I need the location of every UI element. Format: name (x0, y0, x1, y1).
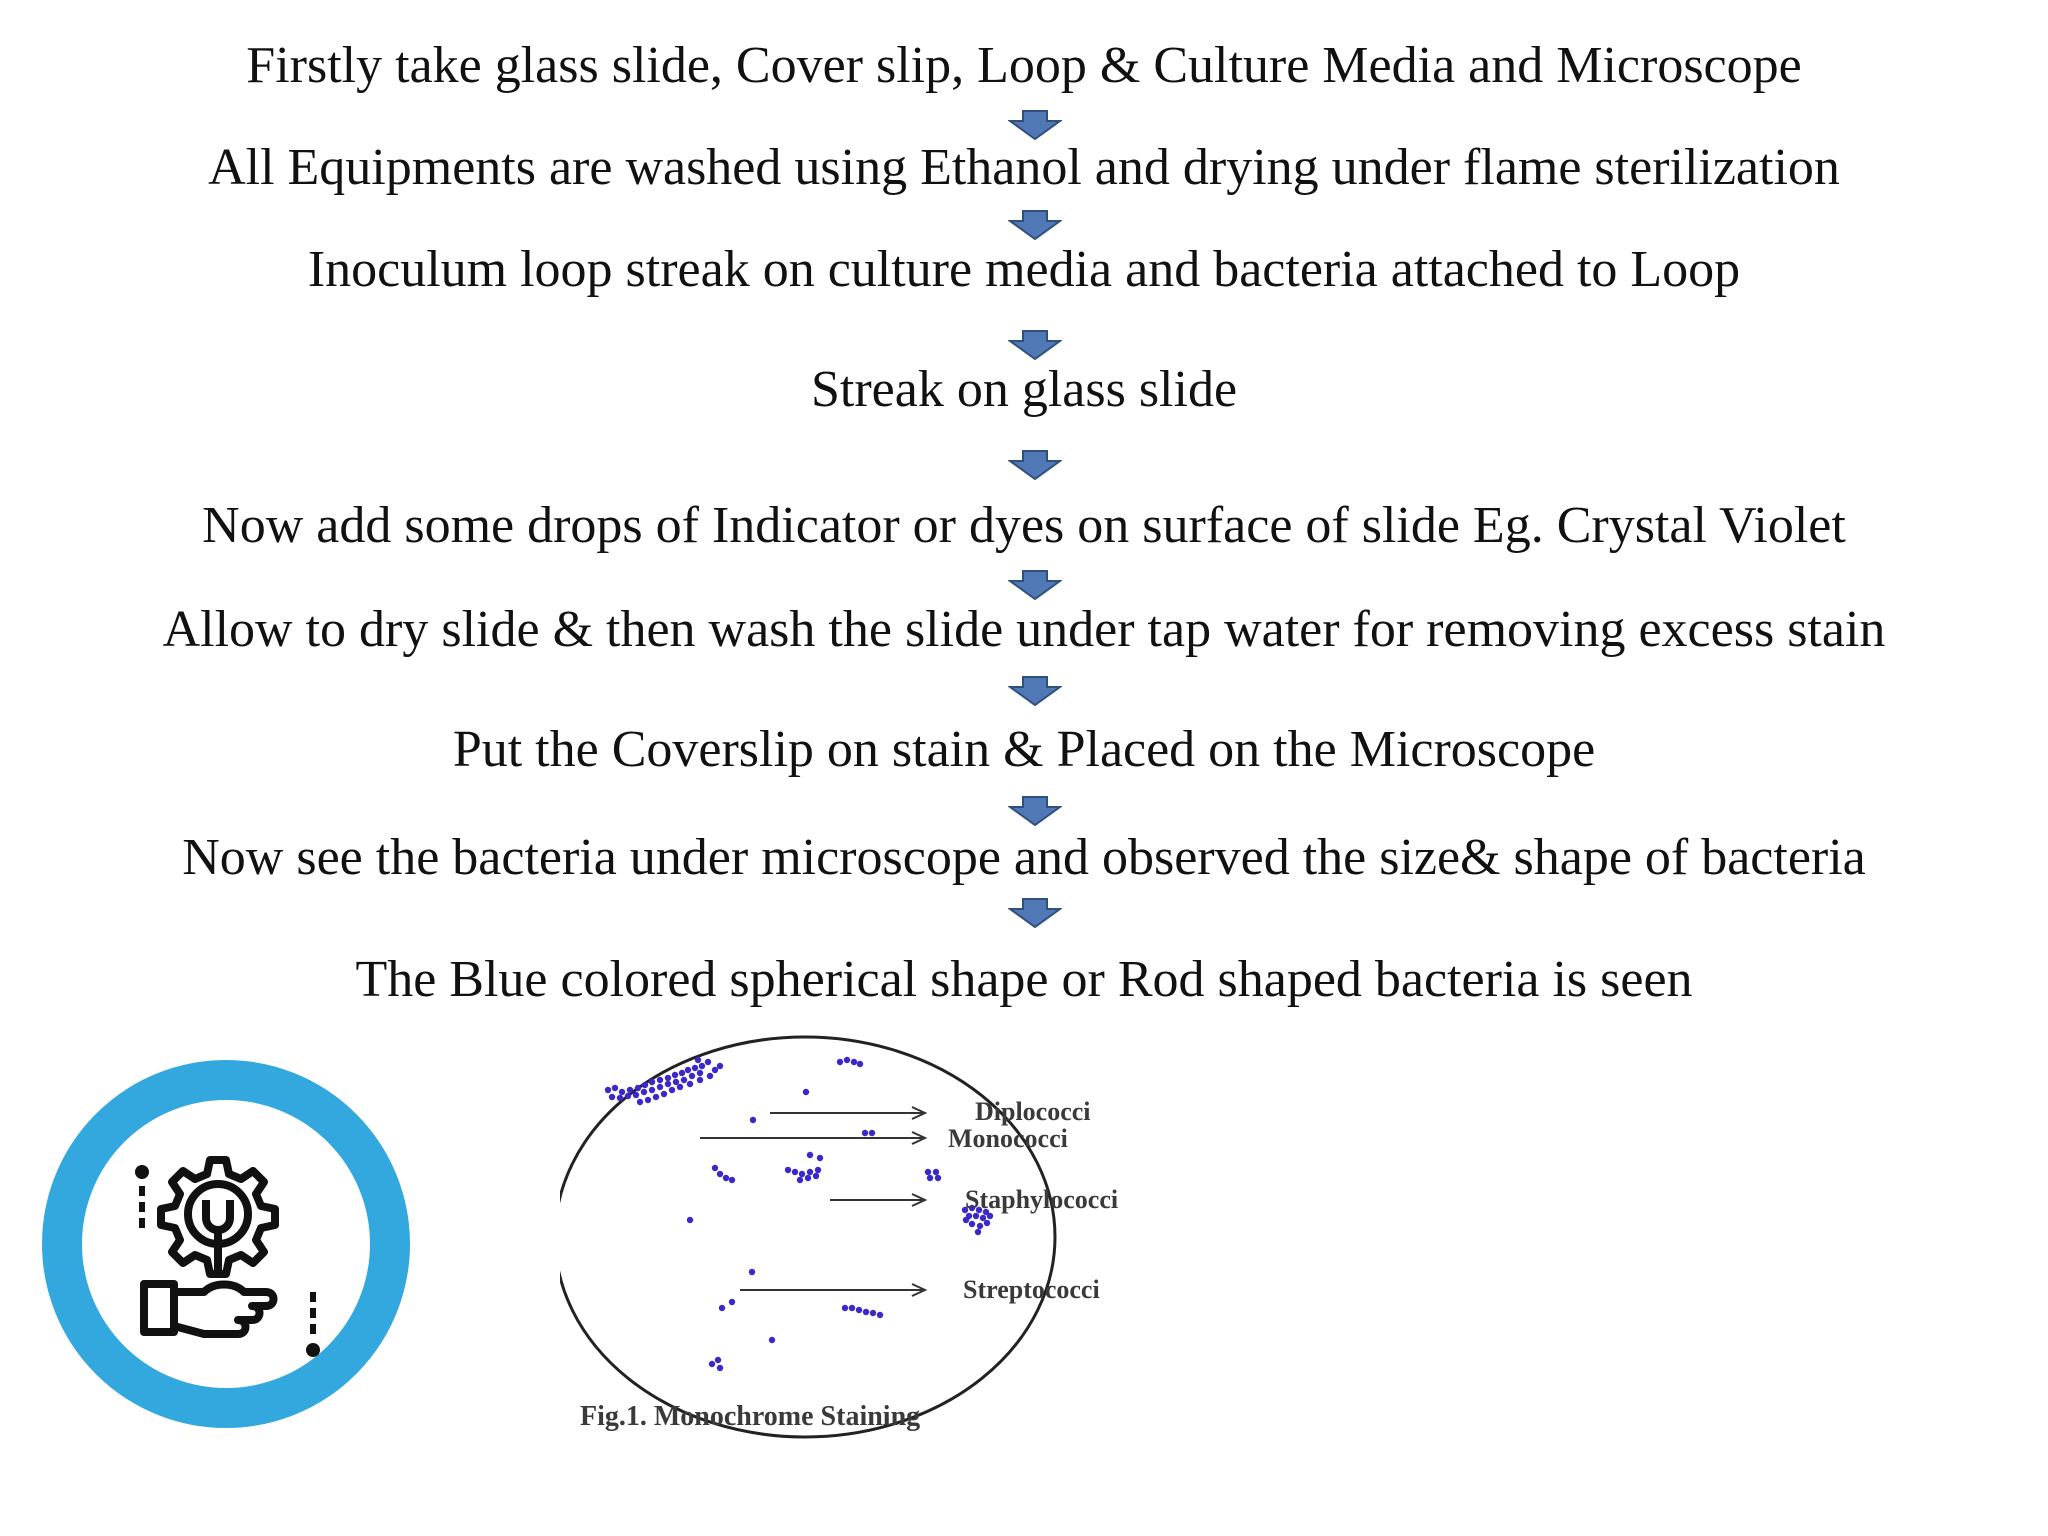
down-arrow-icon (1008, 796, 1062, 826)
bacterium-dot (807, 1152, 813, 1158)
bacterium-dot (977, 1223, 983, 1229)
label-staphylococci: Staphylococci (965, 1185, 1119, 1214)
bacterium-dot (984, 1220, 990, 1226)
bacterium-dot (799, 1171, 805, 1177)
step-7-text: Put the Coverslip on stain & Placed on the Microscope (452, 721, 1596, 778)
bacterium-dot (625, 1093, 631, 1099)
bacterium-dot (649, 1079, 655, 1085)
bacterium-dot (719, 1305, 725, 1311)
bacterium-dot (653, 1094, 659, 1100)
bacterium-dot (637, 1099, 643, 1105)
bacterium-dot (707, 1073, 713, 1079)
bacterium-dot (729, 1299, 735, 1305)
down-arrow-icon (1008, 210, 1062, 240)
bacterium-dot (692, 1065, 698, 1071)
bacterium-dot (837, 1059, 843, 1065)
bacterium-dot (715, 1357, 721, 1363)
step-9-text: The Blue colored spherical shape or Rod shaped bacteria is seen (355, 951, 1693, 1008)
bacterium-dot (689, 1073, 695, 1079)
label-diplococci: Diplococci (975, 1097, 1091, 1126)
down-arrow-icon (1008, 450, 1062, 480)
bacterium-dot (641, 1089, 647, 1095)
label-streptococci: Streptococci (963, 1275, 1100, 1304)
step-4-text: Streak on glass slide (810, 361, 1238, 418)
bacterium-dot (685, 1067, 691, 1073)
bacterium-dot (619, 1089, 625, 1095)
step-2-text: All Equipments are washed using Ethanol and drying under flame sterilization (208, 139, 1840, 196)
step-3-text: Inoculum loop streak on culture media and bacteria attached to Loop (307, 241, 1741, 298)
bacterium-dot (617, 1095, 623, 1101)
bacterium-dot (856, 1307, 862, 1313)
bacterium-dot (963, 1217, 969, 1223)
bacterium-dot (709, 1361, 715, 1367)
bacterium-dot (661, 1091, 667, 1097)
bacterium-dot (927, 1175, 933, 1181)
bacterium-dot (605, 1087, 611, 1093)
step-1-text: Firstly take glass slide, Cover slip, Loop & Culture Media and Microscope (246, 37, 1802, 94)
bacterium-dot (717, 1063, 723, 1069)
bacterium-dot (980, 1215, 986, 1221)
bacterium-dot (785, 1167, 791, 1173)
label-monococci: Monococci (948, 1124, 1068, 1153)
down-arrow-icon (1008, 110, 1062, 140)
bacterium-dot (697, 1070, 703, 1076)
figure-caption: Fig.1. Monochrome Staining (580, 1401, 921, 1432)
bacterium-dot (729, 1177, 735, 1183)
bacterium-dot (712, 1165, 718, 1171)
bacterium-dot (857, 1061, 863, 1067)
bacterium-dot (679, 1070, 685, 1076)
bacterium-dot (933, 1169, 939, 1175)
bacterium-dot (807, 1169, 813, 1175)
bacterium-dot (844, 1057, 850, 1063)
bacterium-dot (851, 1059, 857, 1065)
bacterium-dot (681, 1077, 687, 1083)
bacterium-dot (677, 1084, 683, 1090)
label-pointers (700, 1107, 925, 1296)
bacterium-dot (665, 1075, 671, 1081)
bacterium-dot (627, 1087, 633, 1093)
bacterium-dot (657, 1077, 663, 1083)
bacterium-dot (769, 1337, 775, 1343)
bacterium-dot (717, 1365, 723, 1371)
bacterium-dot (645, 1097, 651, 1103)
bacterium-dot (862, 1130, 868, 1136)
step-5-text: Now add some drops of Indicator or dyes on surface of slide Eg. Crystal Violet (202, 497, 1846, 554)
bacterium-dot (805, 1175, 811, 1181)
bacterium-dot (797, 1177, 803, 1183)
bacterium-dot (609, 1094, 615, 1100)
down-arrow-icon (1008, 676, 1062, 706)
down-arrow-icon (1008, 570, 1062, 600)
bacterium-dot (925, 1169, 931, 1175)
bacterium-dot (665, 1081, 671, 1087)
bacterium-dot (969, 1221, 975, 1227)
gear-wrench-hand-icon (34, 1052, 418, 1436)
bacterium-dot (792, 1169, 798, 1175)
bacteria-cells (605, 1057, 993, 1371)
bacterium-dot (687, 1081, 693, 1087)
bacterium-dot (687, 1217, 693, 1223)
down-arrow-icon (1008, 330, 1062, 360)
monochrome-staining-figure (560, 1020, 1560, 1440)
bacterium-dot (649, 1087, 655, 1093)
bacterium-dot (697, 1077, 703, 1083)
bacterium-dot (870, 1310, 876, 1316)
bacterium-dot (813, 1173, 819, 1179)
bacterium-dot (863, 1309, 869, 1315)
bacterium-dot (869, 1130, 875, 1136)
bacterium-dot (815, 1167, 821, 1173)
bacterium-dot (817, 1155, 823, 1161)
bacterium-dot (635, 1085, 641, 1091)
down-arrow-icon (1008, 898, 1062, 928)
bacterium-dot (673, 1079, 679, 1085)
bacterium-dot (750, 1117, 756, 1123)
bacterium-dot (612, 1085, 618, 1091)
bacterium-dot (803, 1089, 809, 1095)
bacterium-dot (672, 1072, 678, 1078)
step-6-text: Allow to dry slide & then wash the slide under tap water for removing excess stain (162, 601, 1886, 658)
bacterium-dot (712, 1067, 718, 1073)
step-8-text: Now see the bacteria under microscope and observed the size& shape of bacteria (182, 829, 1866, 886)
bacterium-dot (657, 1084, 663, 1090)
bacterium-dot (849, 1305, 855, 1311)
bacterium-dot (642, 1082, 648, 1088)
bacterium-dot (633, 1092, 639, 1098)
bacterium-dot (842, 1305, 848, 1311)
bacterium-dot (749, 1269, 755, 1275)
bacterium-dot (723, 1175, 729, 1181)
bacterium-dot (695, 1057, 701, 1063)
bacterium-dot (669, 1087, 675, 1093)
bacterium-dot (699, 1063, 705, 1069)
bacterium-dot (717, 1171, 723, 1177)
bacterium-dot (935, 1175, 941, 1181)
bacterium-dot (705, 1059, 711, 1065)
bacterium-dot (877, 1312, 883, 1318)
bacterium-dot (975, 1229, 981, 1235)
